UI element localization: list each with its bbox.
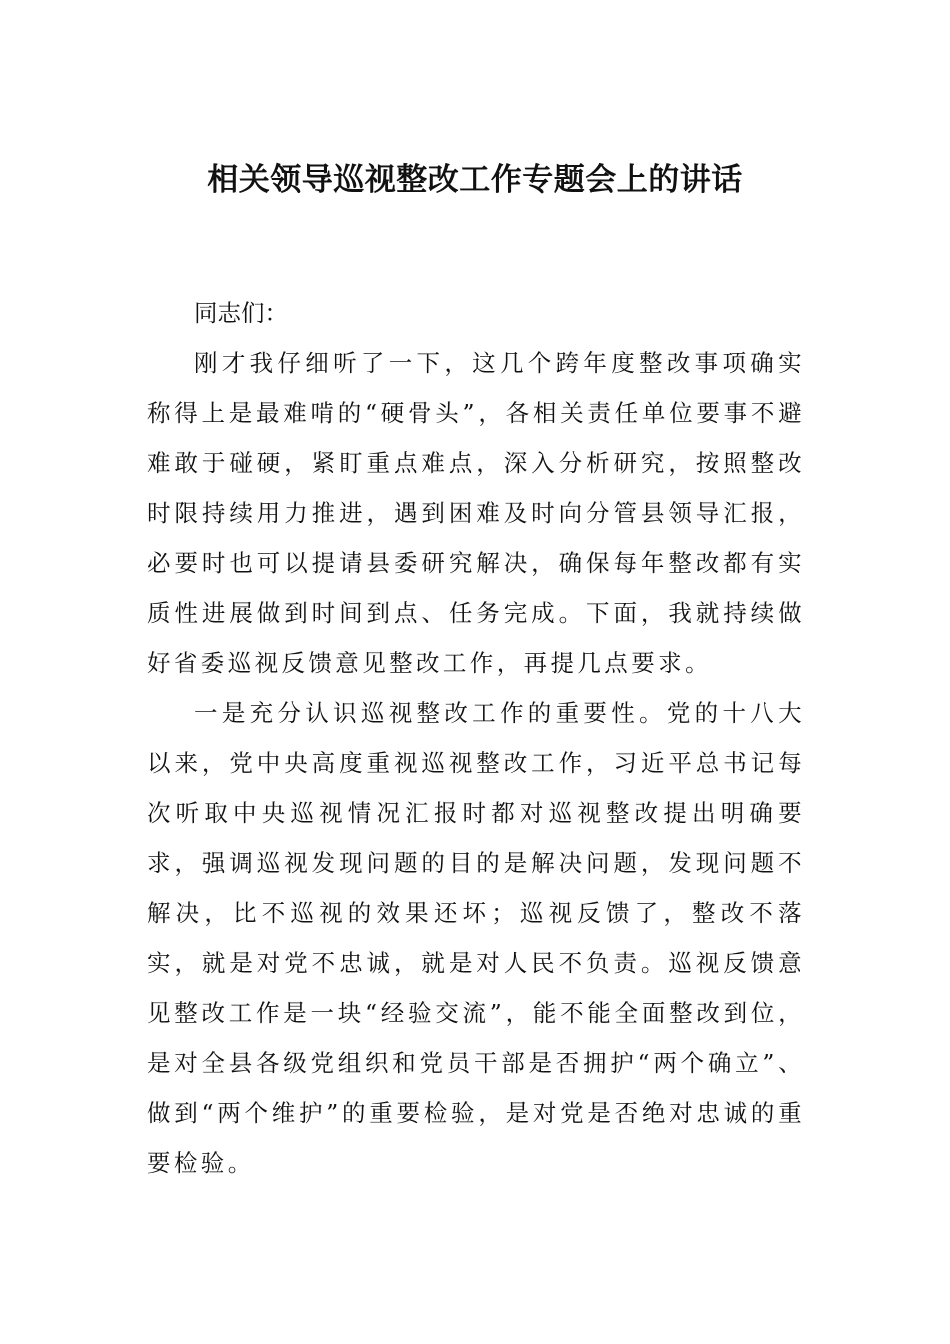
document-body — [147, 288, 805, 1188]
paragraph-opening: 刚才我仔细听了一下，这几个跨年度整改事项确实称得上是最难啃的“硬骨头”，各相关责任单位要事不避难敢于碰硬，紧盯重点难点，深入分析研究，按照整改时限持续用力推进，遇到困难及时向分管县领导汇报，必要时也可以提请县委研究解决，确保每年整改都有实质性进展做到时间到点、任务完成。下面，我就持续做好省委巡视反馈意见整改工作，再提几点要求。 — [147, 349, 805, 677]
salutation: 同志们： — [194, 299, 288, 327]
document-title: 相关领导巡视整改工作专题会上的讲话 — [207, 162, 743, 198]
paragraph-point-one: 一是充分认识巡视整改工作的重要性。党的十八大以来，党中央高度重视巡视整改工作，习近平总书记每次听取中央巡视情况汇报时都对巡视整改提出明确要求，强调巡视发现问题的目的是解决问题，发现问题不解决，比不巡视的效果还坏；巡视反馈了，整改不落实，就是对党不忠诚，就是对人民不负责。巡视反馈意见整改工作是一块“经验交流”，能不能全面整改到位，是对全县各级党组织和党员干部是否拥护“两个确立”、做到“两个维护”的重要检验，是对党是否绝对忠诚的重要检验。 — [147, 699, 805, 1177]
